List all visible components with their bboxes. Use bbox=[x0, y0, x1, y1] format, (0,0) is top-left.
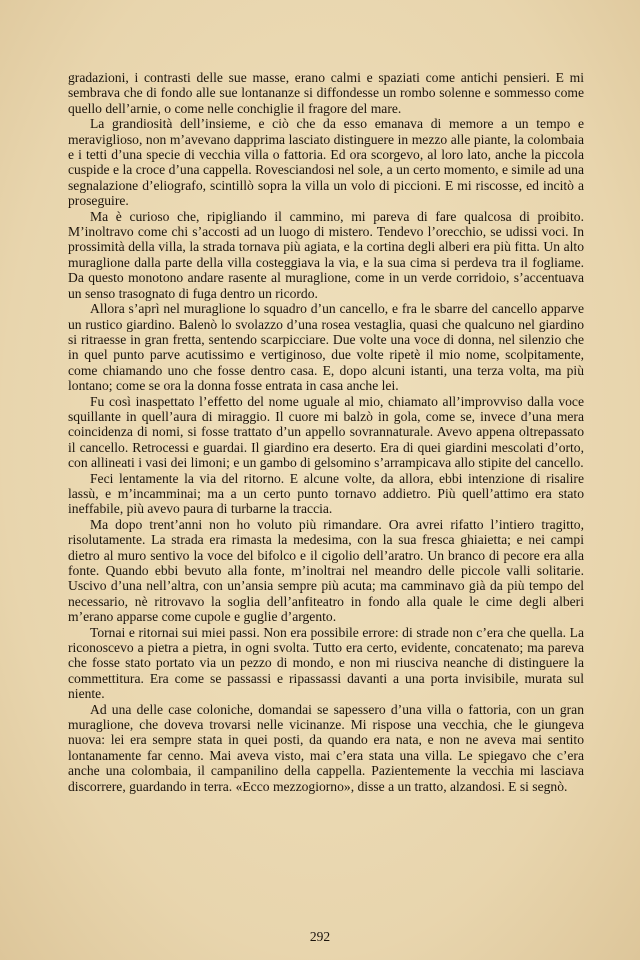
paragraph-7: Ma dopo trent’anni non ho voluto più rimandare. Ora avrei rifatto l’intiero tragitto, risolutamente. La strada era rimasta la medesima, con la sua fresca ghiaietta; e nei campi dietro al muro sentivo la voce del bifolco e il cigolio dell’aratro. Un branco di pecore era alla fonte. Quando ebbi bevuto alla fonte, m’inoltrai nel meandro delle piccole valli solitarie. Uscivo d’una nell’altra, con un’ansia sempre più acuta; ma camminavo già da più tempo del necessario, nè ritrovavo la soglia dell’anfiteatro in fondo alla quale le cime degli alberi m’erano apparse come cupole e guglie d’argento. bbox=[68, 516, 584, 625]
paragraph-8: Tornai e ritornai sui miei passi. Non era possibile errore: di strade non c’era che quella. La riconoscevo a pietra a pietra, in ogni svolta. Tutto era certo, evidente, concatenato; ma pareva che fosse stato portato via un pezzo di mondo, e non mi riusciva neanche di distinguere la commettitura. Era come se passassi e ripassassi davanti a una porta invisibile, murata sul niente. bbox=[68, 624, 584, 702]
paragraph-1: gradazioni, i contrasti delle sue masse, erano calmi e spaziati come antichi pensieri. E mi sembrava che di fondo alle sue lontananze si diffondesse un rombo solenne e sommesso come quello dell’arnie, o come nelle conchiglie il fragore del mare. bbox=[68, 70, 584, 116]
paragraph-3: Ma è curioso che, ripigliando il cammino, mi pareva di fare qualcosa di proibito. M’inoltravo come chi s’accosti ad un luogo di mistero. Tendevo l’orecchio, se udissi voci. In prossimità della villa, la strada tornava più agiata, e la cortina degli alberi era più fitta. Un alto muraglione dalla parte della villa costeggiava la via, e la sua cima si perdeva tra il fogliame. Da questo monotono andare rasente al muraglione, come in un verde corridoio, s’accentuava un senso trasognato di fuga dentro un ricordo. bbox=[68, 208, 584, 301]
paragraph-6: Feci lentamente la via del ritorno. E alcune volte, da allora, ebbi intenzione di risalire lassù, e m’incamminai; ma a un certo punto tornavo addietro. Più quell’attimo era stato ineffabile, più avevo paura di turbarne la traccia. bbox=[68, 470, 584, 517]
paragraph-9: Ad una delle case coloniche, domandai se sapessero d’una villa o fattoria, con un gran muraglione, che doveva trovarsi nelle vicinanze. Mi rispose una vecchia, che le giungeva nuova: lei era sempre stata in quei posti, da quando era nata, e non ne aveva mai sentito lontanamente far cenno. Mai aveva visto, mai c’era stata una villa. Le spiegavo che c’era anche una colombaia, il campanilino della cappella. Pazientemente la vecchia mi lasciava discorrere, guardando in terra. «Ecco mezzogiorno», disse a un tratto, alzandosi. E si segnò. bbox=[68, 701, 584, 794]
body-text bbox=[68, 70, 584, 794]
page-number: 292 bbox=[309, 929, 331, 944]
paragraph-5: Fu così inaspettato l’effetto del nome uguale al mio, chiamato all’improvviso dalla voce squillante in quell’aura di miraggio. Il cuore mi balzò in gola, come se, invece d’una mera coincidenza di nomi, si fosse trattato d’un appello sovrannaturale. Avevo appena oltrepassato il cancello. Retrocessi e guardai. Il giardino era deserto. Era di quei giardini mescolati d’orto, con allineati i vasi dei limoni; e un gambo di gelsomino s’arrampicava allo stipite del cancello. bbox=[68, 393, 584, 471]
paragraph-2: La grandiosità dell’insieme, e ciò che da esso emanava di memore a un tempo e meraviglioso, non m’avevano dapprima lasciato distinguere in mezzo alle piante, la colombaia e i tetti d’una specie di vecchia villa o fattoria. Ed ora scorgevo, al loro lato, anche la piccola cuspide e la croce d’una cappella. Rovesciandosi nel sole, a un certo momento, e simile ad una segnalazione d’eliografo, scintillò sopra la villa un volo di piccioni. E mi riscosse, ed incitò a proseguire. bbox=[68, 116, 584, 209]
paragraph-4: Allora s’aprì nel muraglione lo squadro d’un cancello, e fra le sbarre del cancello apparve un rustico giardino. Balenò lo svolazzo d’una rosea vestaglia, quasi che qualcuno nel giardino si ritraesse in gran fretta, sentendo scarpicciare. Due volte una voce di donna, nel silenzio che in quel punto parve acutissimo e vertiginoso, due volte ripetè il mio nome, scolpitamente, come chiamando uno che fosse dentro casa. E, dopo alcuni istanti, una terza volta, ma più lontano; come se ora la donna fosse entrata in casa anche lei. bbox=[68, 301, 584, 394]
